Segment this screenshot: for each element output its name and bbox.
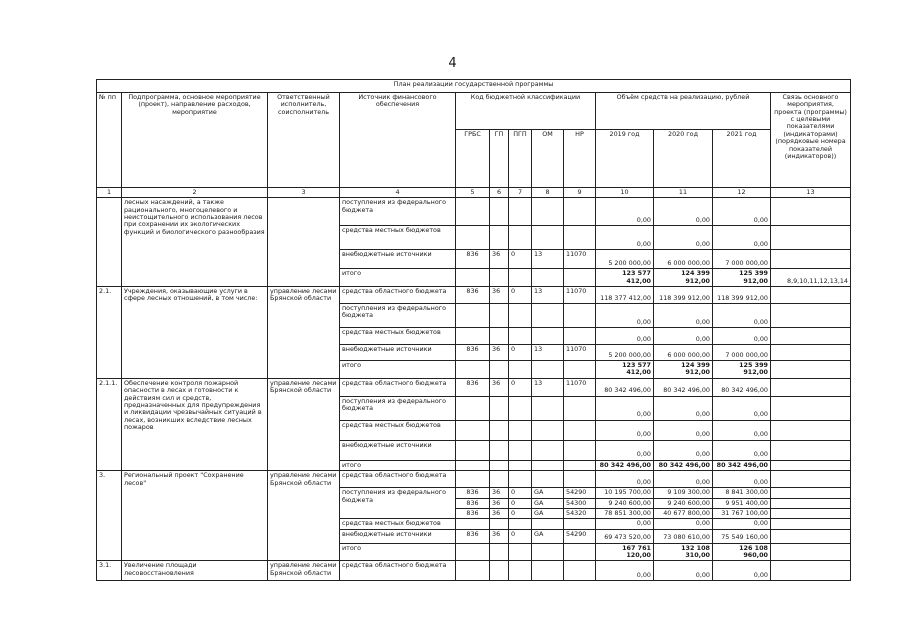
table-row: итого 123 577 412,00 124 399 912,00 125 399 912,00 8,9,10,11,12,13,14 [97, 269, 851, 287]
table-row: средства местных бюджетов 0,00 0,00 0,00 [97, 519, 851, 529]
header-pgp: ПГП [509, 130, 532, 188]
table-row: 3.1. Увеличение площади лесовосстановления управление лесами Брянской области средства областного бюджета 0,00 0,00 0,00 [97, 561, 851, 581]
header-program: Подпрограмма, основное мероприятие (проект), направление расходов, мероприятие [122, 93, 268, 188]
colnum: 10 [596, 188, 654, 198]
table-title: План реализации государственной программы [97, 80, 851, 93]
table-row: средства местных бюджетов 0,00 0,00 0,00 [97, 420, 851, 440]
colnum: 6 [490, 188, 509, 198]
table-row: внебюджетные источники 836 36 0 13 11070 5 200 000,00 6 000 000,00 7 000 000,00 [97, 250, 851, 269]
header-volume: Объём средств на реализацию, рублей [596, 93, 771, 130]
table-row: итого 167 761 120,00 132 108 310,00 126 108 960,00 [97, 543, 851, 561]
colnum: 11 [654, 188, 713, 198]
colnum: 12 [713, 188, 771, 198]
table-row: средства местных бюджетов 0,00 0,00 0,00 [97, 328, 851, 345]
table-row: 2.1.1. Обеспечение контроля пожарной опасности в лесах и готовности к действиям сил и средств, предназначенных для предупреждения и ликвидации чрезвычайных ситуаций в лесах, возникших вследствие лесных пожаров управление лесами Брянской области средства областного бюджета 836 36 0 13 11070 80 342 496,00 80 342 496,00 80 342 496,00 [97, 378, 851, 396]
header-executor: Ответственный исполнитель, соисполнитель [268, 93, 340, 188]
header-budget-code: Код бюджетной классификации [456, 93, 596, 130]
row-text: лесных насаждений, а также рационального, многоцелевого и неистощительного использования лесов при сохранении их экологических функций и биологического разнообразия [122, 198, 268, 287]
colnum: 4 [340, 188, 456, 198]
header-nr: НР [564, 130, 596, 188]
table-row: 836 36 0 GA 54300 9 240 600,00 9 240 600,00 9 951 400,00 [97, 498, 851, 508]
header-2019: 2019 год [596, 130, 654, 188]
table-row: 836 36 0 GA 54320 78 851 300,00 40 677 800,00 31 767 100,00 [97, 508, 851, 518]
header-2020: 2020 год [654, 130, 713, 188]
table-row: итого 123 577 412,00 124 399 912,00 125 399 912,00 [97, 361, 851, 379]
colnum: 7 [509, 188, 532, 198]
header-grbs: ГРБС [456, 130, 490, 188]
colnum: 13 [771, 188, 851, 198]
table-row: поступления из федерального бюджета 0,00 0,00 0,00 [97, 396, 851, 420]
colnum: 9 [564, 188, 596, 198]
colnum: 5 [456, 188, 490, 198]
program-plan-table [96, 79, 851, 581]
table-row: 2.1. Учреждения, оказывающие услуги в сфере лесных отношений, в том числе: управление лесами Брянской области средства областного бюджета 836 36 0 13 11070 118 377 412,00 118 399 912,00 118 399 912,00 [97, 287, 851, 304]
header-link: Связь основного мероприятия, проекта (программы) с целевыми показателями (индикаторами) (порядковые номера показателей (индикаторов)) [771, 93, 851, 188]
header-gp: ГП [490, 130, 509, 188]
header-source: Источник финансового обеспечения [340, 93, 456, 188]
table-row: средства местных бюджетов 0,00 0,00 0,00 [97, 226, 851, 250]
table-row: поступления из федерального бюджета 836 36 0 GA 54290 10 195 700,00 9 109 300,00 8 841 300,00 [97, 488, 851, 498]
table-row: поступления из федерального бюджета 0,00 0,00 0,00 [97, 304, 851, 328]
page-number: 4 [448, 56, 457, 71]
header-2021: 2021 год [713, 130, 771, 188]
table-row: 3. Региональный проект "Сохранение лесов" управление лесами Брянской области средства областного бюджета 0,00 0,00 0,00 [97, 471, 851, 488]
colnum: 8 [532, 188, 564, 198]
colnum: 3 [268, 188, 340, 198]
header-om: ОМ [532, 130, 564, 188]
colnum: 1 [97, 188, 122, 198]
table-row: внебюджетные источники 836 36 0 13 11070 5 200 000,00 6 000 000,00 7 000 000,00 [97, 345, 851, 361]
table-row: внебюджетные источники 0,00 0,00 0,00 [97, 440, 851, 460]
table-row: итого 80 342 496,00 80 342 496,00 80 342 496,00 [97, 460, 851, 470]
table-row: лесных насаждений, а также рационального, многоцелевого и неистощительного использования лесов при сохранении их экологических функций и биологического разнообразия поступления из федерального бюджета 0,00 0,00 0,00 [97, 198, 851, 226]
colnum: 2 [122, 188, 268, 198]
header-num: № пп [97, 93, 122, 188]
table-row: внебюджетные источники 836 36 0 GA 54290 69 473 520,00 73 080 610,00 75 549 160,00 [97, 529, 851, 543]
